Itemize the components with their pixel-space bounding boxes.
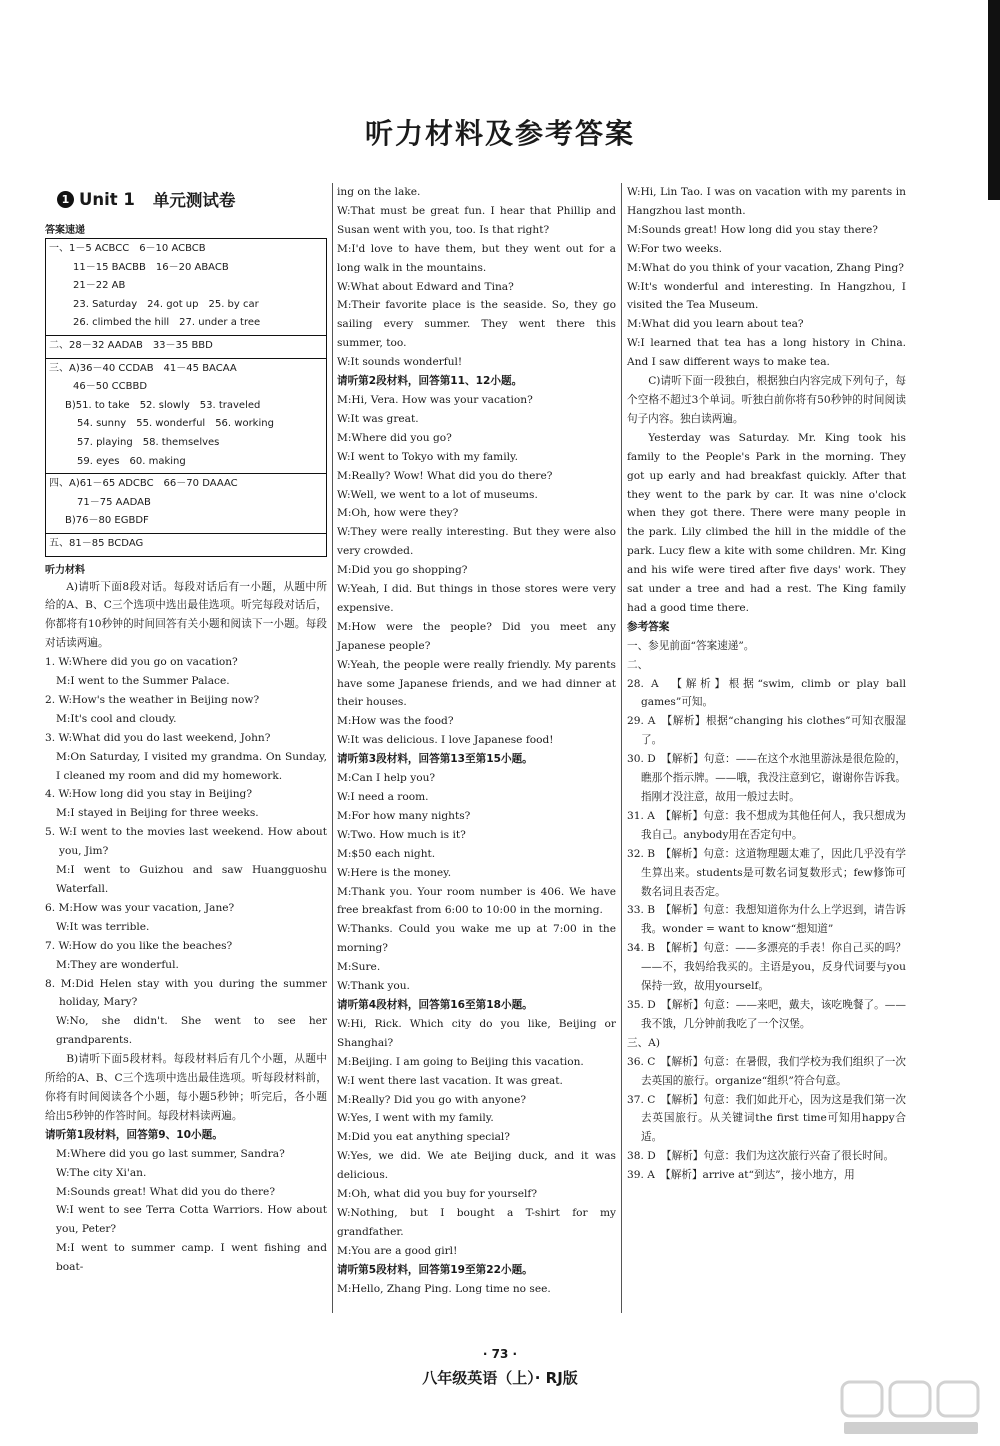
text-line: 二、 xyxy=(627,658,649,671)
text-line: M:Really? Did you go with anyone? xyxy=(337,1093,527,1106)
text-line: W:The city Xi'an. xyxy=(56,1166,147,1179)
column-divider xyxy=(621,183,622,1313)
text-line: W:That must be great fun. I hear that Phillip and Susan went with you, too. Is that right? xyxy=(337,204,616,236)
text-line: 29. A 【解析】根据“changing his clothes”可知衣服湿了。 xyxy=(627,715,906,747)
text-line: M:How was the food? xyxy=(337,715,454,728)
answer-line: 46－50 CCBBD xyxy=(73,381,148,393)
text-line: 30. D 【解析】句意：——在这个水池里游泳是很危险的，瞧那个指示牌。——哦，我没注意到它，谢谢你告诉我。指刚才没注意，故用一般过去时。 xyxy=(627,753,906,803)
text-line: M:$50 each night. xyxy=(337,847,436,860)
text-line: W:It sounds wonderful! xyxy=(337,356,463,369)
text-line: M:Hello, Zhang Ping. Long time no see. xyxy=(337,1282,551,1295)
text-line: 5. W:I went to the movies last weekend. How about you, Jim? xyxy=(45,826,327,858)
text-line: M:Really? Wow! What did you do there? xyxy=(337,469,553,482)
text-line: 34. B 【解析】句意：——多漂亮的手表！你自己买的吗？——不，我妈给我买的。主语是you，反身代词要与you保持一致，故用yourself。 xyxy=(627,942,906,993)
text-line: M:Did you go shopping? xyxy=(337,564,468,577)
text-line: M:What did you learn about tea? xyxy=(627,318,804,331)
answer-line: 54. sunny 55. wonderful 56. working xyxy=(77,418,274,430)
unit-heading xyxy=(57,187,327,211)
text-line: W:It was great. xyxy=(337,412,419,425)
text-line: W:I went to see Terra Cotta Warriors. How about you, Peter? xyxy=(56,1204,327,1236)
text-line: 请听第2段材料，回答第11、12小题。 xyxy=(337,375,523,388)
unit-name: Unit 1 xyxy=(79,189,135,209)
text-line: M:How were the people? Did you meet any Japanese people? xyxy=(337,620,616,652)
answer-line: B)51. to take 52. slowly 53. traveled xyxy=(65,399,261,411)
text-line: W:Yeah, the people were really friendly. My parents have some Japanese friends, and we had dinner at their houses. xyxy=(337,658,616,709)
text-line: C)请听下面一段独白，根据独白内容完成下列句子，每个空格不超过3个单词。听独白前你将有50秒钟的时间阅读句子内容。独白读两遍。 xyxy=(627,375,906,425)
text-line: M:Their favorite place is the seaside. So, they go sailing every summer. They went there this summer, too. xyxy=(337,299,616,350)
listening-label: 听力材料 xyxy=(45,564,85,576)
text-line: M:Thank you. Your room number is 406. We have free breakfast from 6:00 to 10:00 in the morning. xyxy=(337,885,616,917)
text-line: 37. C 【解析】句意：我们如此开心，因为这是我们第一次去英国旅行。从关键词the first time可知用happy合适。 xyxy=(627,1093,906,1144)
text-line: W:Yes, we did. We ate Beijing duck, and it was delicious. xyxy=(337,1150,616,1182)
text-line: W:I learned that tea has a long history in China. And I saw different ways to make tea. xyxy=(627,337,906,369)
text-line: M:Sounds great! How long did you stay there? xyxy=(627,223,878,236)
text-line: W:It was delicious. I love Japanese food! xyxy=(337,734,554,747)
page-number: · 73 · xyxy=(482,1347,518,1361)
watermark-logo xyxy=(836,1378,986,1438)
text-line: 请听第5段材料，回答第19至第22小题。 xyxy=(337,1263,533,1276)
column-1-text xyxy=(45,578,327,1278)
text-line: 1. W:Where did you go on vacation? xyxy=(45,656,238,669)
answer-group xyxy=(46,359,326,475)
answer-line: 二、28－32 AADAB 33－35 BBD xyxy=(49,339,213,351)
column-2-text xyxy=(337,183,616,1298)
answer-line: 57. playing 58. themselves xyxy=(77,436,220,448)
text-line: W:Well, we went to a lot of museums. xyxy=(337,488,538,501)
answer-line: 一、1－5 ACBCC 6－10 ACBCB xyxy=(49,243,206,254)
text-line: M:What do you think of your vacation, Zhang Ping? xyxy=(627,261,904,274)
column-3-text xyxy=(627,183,906,1185)
text-line: W:Yes, I went with my family. xyxy=(337,1112,494,1125)
text-line: 8. M:Did Helen stay with you during the summer holiday, Mary? xyxy=(45,977,327,1009)
text-line: W:I went there last vacation. It was great. xyxy=(337,1074,563,1087)
text-line: M:Where did you go last summer, Sandra? xyxy=(56,1147,285,1160)
text-line: 参考答案 xyxy=(627,620,670,633)
text-line: W:Yeah, I did. But things in those stores were very expensive. xyxy=(337,583,616,614)
answer-line: 26. climbed the hill 27. under a tree xyxy=(73,317,261,329)
text-line: 请听第1段材料，回答第9、10小题。 xyxy=(45,1128,223,1141)
book-label: 八年级英语（上）· RJ版 xyxy=(422,1369,578,1387)
answer-group xyxy=(46,534,326,556)
text-line: W:What about Edward and Tina? xyxy=(337,280,514,293)
text-line: 33. B 【解析】句意：我想知道你为什么上学迟到，请告诉我。wonder = want to know“想知道” xyxy=(627,904,906,936)
text-line: ing on the lake. xyxy=(337,186,421,198)
text-line: W:Thanks. Could you wake me up at 7:00 in the morning? xyxy=(337,923,616,955)
quick-answers-label: 答案速递 xyxy=(45,225,85,236)
answer-line: 四、A)61－65 ADCBC 66－70 DAAAC xyxy=(49,478,238,490)
answer-line: 五、81－85 BCDAG xyxy=(49,537,144,549)
answer-line: 71－75 AADAB xyxy=(77,496,151,508)
text-line: W:It was terrible. xyxy=(56,920,150,933)
text-line: 请听第4段材料，回答第16至第18小题。 xyxy=(337,998,533,1011)
text-line: M:I went to Guizhou and saw Huangguoshu Waterfall. xyxy=(56,864,327,895)
text-line: W:No, she didn't. She went to see her grandparents. xyxy=(56,1015,327,1047)
text-line: M:It's cool and cloudy. xyxy=(56,712,177,725)
text-line: W:Nothing, but I bought a T-shirt for my grandfather. xyxy=(337,1206,616,1238)
text-line: W:They were really interesting. But they were also very crowded. xyxy=(337,526,616,558)
text-line: M:I went to summer camp. I went fishing and boat- xyxy=(56,1242,327,1274)
text-line: M:Can I help you? xyxy=(337,772,436,785)
text-line: 一、参见前面“答案速递”。 xyxy=(627,639,755,652)
text-line: W:Two. How much is it? xyxy=(337,828,466,841)
text-line: B)请听下面5段材料。每段材料后有几个小题，从题中所给的A、B、C三个选项中选出最佳选项。听每段材料前，你将有时间阅读各个小题，每小题5秒钟；听完后，各小题给出5秒钟的作答时间。每段材料读两遍。 xyxy=(45,1053,327,1122)
text-line: M:Oh, how were they? xyxy=(337,507,459,520)
text-line: M:On Saturday, I visited my grandma. On Sunday, I cleaned my room and did my homework. xyxy=(56,750,327,782)
answer-line: 21－22 AB xyxy=(73,280,126,292)
page-title: 听力材料及参考答案 xyxy=(364,117,635,150)
text-line: 2. W:How's the weather in Beijing now? xyxy=(45,693,260,706)
text-line: M:You are a good girl! xyxy=(337,1244,458,1257)
text-line: M:Did you eat anything special? xyxy=(337,1131,510,1144)
text-line: 28. A 【解析】根据“swim, climb or play ball games”可知。 xyxy=(627,677,906,709)
text-line: M:Sure. xyxy=(337,961,381,974)
unit-subtitle: 单元测试卷 xyxy=(152,191,236,210)
text-line: 请听第3段材料，回答第13至第15小题。 xyxy=(337,753,533,766)
text-line: 35. D 【解析】句意：——来吧，戴夫，该吃晚餐了。——我不饿，几分钟前我吃了一个汉堡。 xyxy=(627,998,906,1030)
column-1 xyxy=(45,183,327,1277)
answer-group xyxy=(46,239,326,336)
text-line: A)请听下面8段对话。每段对话后有一小题，从题中所给的A、B、C三个选项中选出最佳选项。听完每段对话后，你都将有10秒钟的时间回答有关小题和阅读下一小题。每段对话读两遍。 xyxy=(45,580,327,650)
text-line: W:For two weeks. xyxy=(627,242,723,255)
unit-number-badge: 1 xyxy=(57,191,74,208)
text-line: 32. B 【解析】句意：这道物理题太难了，因此几乎没有学生算出来。students是可数名词复数形式；few修饰可数名词且表否定。 xyxy=(627,847,906,898)
text-line: M:They are wonderful. xyxy=(56,958,179,971)
answer-group xyxy=(46,336,326,359)
text-line: W:Here is the money. xyxy=(337,866,452,879)
text-line: M:Where did you go? xyxy=(337,431,452,444)
text-line: M:I went to the Summer Palace. xyxy=(56,675,230,688)
answer-line: 23. Saturday 24. got up 25. by car xyxy=(73,298,259,310)
text-line: 31. A 【解析】句意：我不想成为其他任何人，我只想成为我自己。anybody用在否定句中。 xyxy=(627,809,906,841)
text-line: M:Beijing. I am going to Beijing this vacation. xyxy=(337,1055,584,1068)
text-line: W:Thank you. xyxy=(337,980,410,993)
text-line: 7. W:How do you like the beaches? xyxy=(45,939,233,952)
text-line: 39. A 【解析】arrive at“到达”，接小地方，用 xyxy=(627,1169,855,1182)
text-line: M:Oh, what did you buy for yourself? xyxy=(337,1188,537,1201)
text-line: 3. W:What did you do last weekend, John? xyxy=(45,731,271,744)
text-line: M:Sounds great! What did you do there? xyxy=(56,1185,276,1198)
text-line: 38. D 【解析】句意：我们为这次旅行兴奋了很长时间。 xyxy=(627,1150,895,1163)
answer-line: 三、A)36－40 CCDAB 41－45 BACAA xyxy=(49,362,237,374)
text-line: W:Hi, Lin Tao. I was on vacation with my parents in Hangzhou last month. xyxy=(627,186,906,217)
text-line: W:I need a room. xyxy=(337,791,429,803)
text-line: M:Hi, Vera. How was your vacation? xyxy=(337,393,533,406)
text-line: 4. W:How long did you stay in Beijing? xyxy=(45,788,253,801)
text-line: 6. M:How was your vacation, Jane? xyxy=(45,901,235,914)
answer-line: B)76－80 EGBDF xyxy=(65,515,149,527)
answer-line: 11－15 BACBB 16－20 ABACB xyxy=(73,261,229,273)
edge-bar xyxy=(988,0,1000,200)
text-line: W:Hi, Rick. Which city do you like, Beijing or Shanghai? xyxy=(337,1017,616,1049)
quick-answers-box xyxy=(45,238,327,557)
text-line: Yesterday was Saturday. Mr. King took his family to the People's Park in the morning. They got up early and had breakfast quickly. After that they went to the park by car. It was nine o'clock when they got there. There were many people in the park. Lily climbed the hill in the middle of the park. Lucy flew a kite with some children. Mr. King and his wife were tired after five days' work. They sat under a tree and had a rest. The King family had a good time there. xyxy=(627,431,906,614)
text-line: M:I'd love to have them, but they went out for a long walk in the mountains. xyxy=(337,242,616,274)
text-line: W:It's wonderful and interesting. In Hangzhou, I visited the Tea Museum. xyxy=(627,280,906,312)
answer-line: 59. eyes 60. making xyxy=(77,455,186,467)
answer-group xyxy=(46,474,326,534)
text-line: 36. C 【解析】句意：在暑假，我们学校为我们组织了一次去英国的旅行。organize“组织”符合句意。 xyxy=(627,1055,906,1087)
text-line: W:I went to Tokyo with my family. xyxy=(337,450,518,463)
text-line: 三、A) xyxy=(627,1036,660,1049)
text-line: M:For how many nights? xyxy=(337,809,471,822)
text-line: M:I stayed in Beijing for three weeks. xyxy=(56,807,259,820)
column-divider xyxy=(332,183,333,1313)
